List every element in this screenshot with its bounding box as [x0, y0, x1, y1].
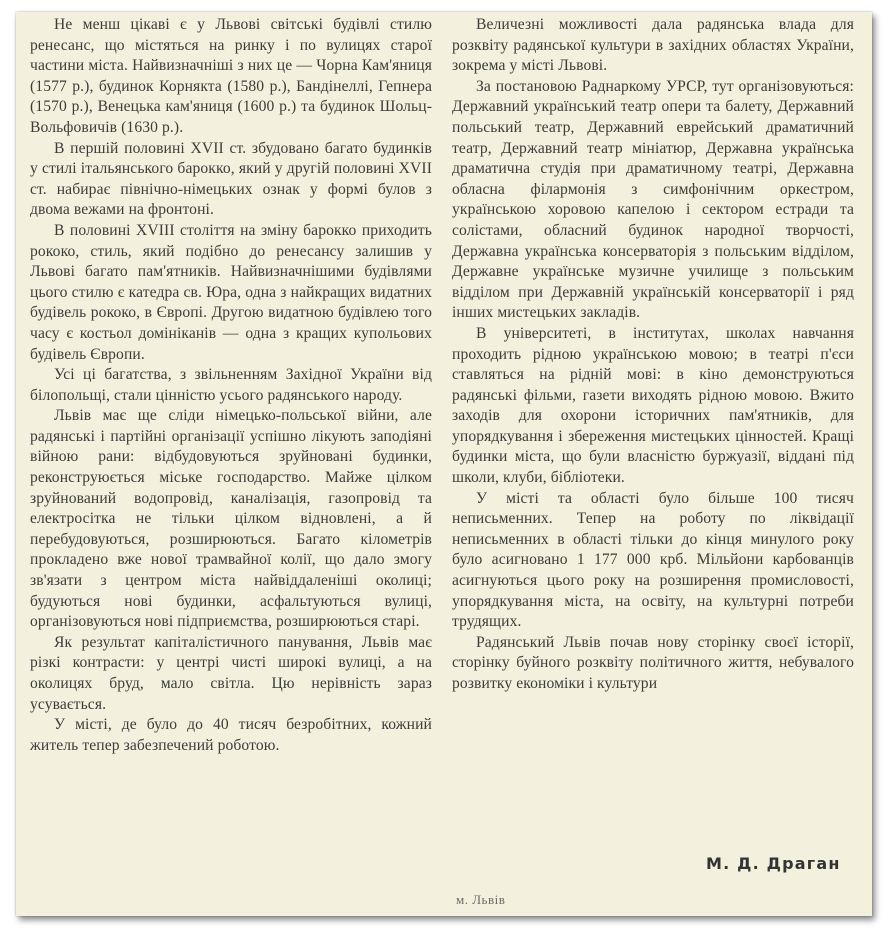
right-column — [452, 15, 854, 695]
paragraph: Усі ці багатства, з звільненням Західної України від білопольщі, стали цінністю усього радянського народу. — [30, 366, 432, 404]
paragraph: Не менш цікаві є у Львові світські будівлі стилю ренесанс, що містяться на ринку і по вулицях старої частини міста. Найвизначніші з них це — Чорна Кам'яниця (1577 р.), будинок Корнякта (1580 р.), Бандінеллі, Гепнера (1570 р.), Венецька кам'яниця (1600 р.) та будинок Шольц-Вольфовичів (1630 р.). — [30, 16, 432, 136]
paragraph: В половині XVIII століття на зміну барокко приходить рококо, стиль, який подібно до ренесансу залишив у Львові багато пам'ятників. Найвизначнішими будівлями цього стилю є катедра св. Юра, одна з найкращих видатних будівель рококо, в Європі. Другою видатною будівлею того часу є костьол домініканів — одна з кращих купольових будівель Європи. — [30, 221, 432, 363]
paragraph: Величезні можливості дала радянська влада для розквіту радянської культури в західних областях України, зокрема у місті Львові. — [452, 16, 854, 75]
paragraph: В університеті, в інститутах, школах навчання проходить рідною українською мовою; в театрі п'єси ставляться на рідній мові: в кіно демонструються радянські фільми, газети виходять рідною мовою. Вжито заходів для охорони історичних пам'ятників, для упорядкування і збереження мистецьких цінностей. Кращі будинки міста, що були власністю буржуазії, віддані під школи, клуби, бібліотеки. — [452, 324, 854, 487]
newspaper-page — [16, 12, 872, 916]
paragraph: Радянський Львів почав нову сторінку своєї історії, сторінку буйного розквіту політичного життя, небувалого розвитку економіки і культури — [452, 633, 854, 692]
paragraph: У місті, де було до 40 тисяч безробітних, кожний житель тепер забезпечений роботою. — [30, 716, 432, 754]
paragraph: Львів має ще сліди німецько-польської війни, але радянські і партійні організації успішно лікують заподіяні війною рани: відбудовуються зруйновані будинки, реконструюється міське господарство. Майже цілком зруйнований водопровід, каналізація, газопровід та електросітка не тільки цілком відновлені, а й перебудовуються, розширюються. Багато кілометрів прокладено вже нової трамвайної колії, що дало змогу зв'язати з центром міста найвіддаленіші околиці; будуються нові будинки, асфальтуються вулиці, організовуються нові підприємства, розширюються старі. — [30, 407, 432, 631]
paragraph: Як результат капіталістичного панування, Львів має різкі контрасти: у центрі чисті широкі вулиці, а на околицях бруд, мало світла. Цю нерівність зараз усувається. — [30, 633, 432, 713]
place-line: м. Львів — [456, 892, 506, 907]
paragraph: У місті та області було більше 100 тисяч неписьменних. Тепер на роботу по ліквідації неписьменних в області тільки до кінця минулого року було асигновано 1 177 000 крб. Мільйони карбованців асигнуються цього року на розширення промисловості, упорядкування міста, на освіту, на культурні потреби трудящих. — [452, 489, 854, 631]
paragraph: За постановою Раднаркому УРСР, тут організовуються: Державний український театр опери та балету, Державний польський театр, Державний еврейський драматичний театр, Державний театр мініатюр, Державна українська драматична студія при драматичному театрі, Державна обласна філармонія з симфонічним оркестром, українською хоровою капелою і сектором естради та солістами, обласний будинок народної творчості, Державна українська консерваторія з польським відділом, Державне українське музичне училище з польським відділом при Державній українській консерваторії і ряд інших мистецьких закладів. — [452, 77, 854, 322]
paragraph: В першій половині XVII ст. збудовано багато будинків у стилі італьянського барокко, який у другій половині XVII ст. набирає північно-німецьких ознак у формі булов з двома вежами на фронтоні. — [30, 139, 432, 219]
author-signature: М. Д. Драган — [706, 854, 841, 873]
left-column — [30, 15, 432, 756]
